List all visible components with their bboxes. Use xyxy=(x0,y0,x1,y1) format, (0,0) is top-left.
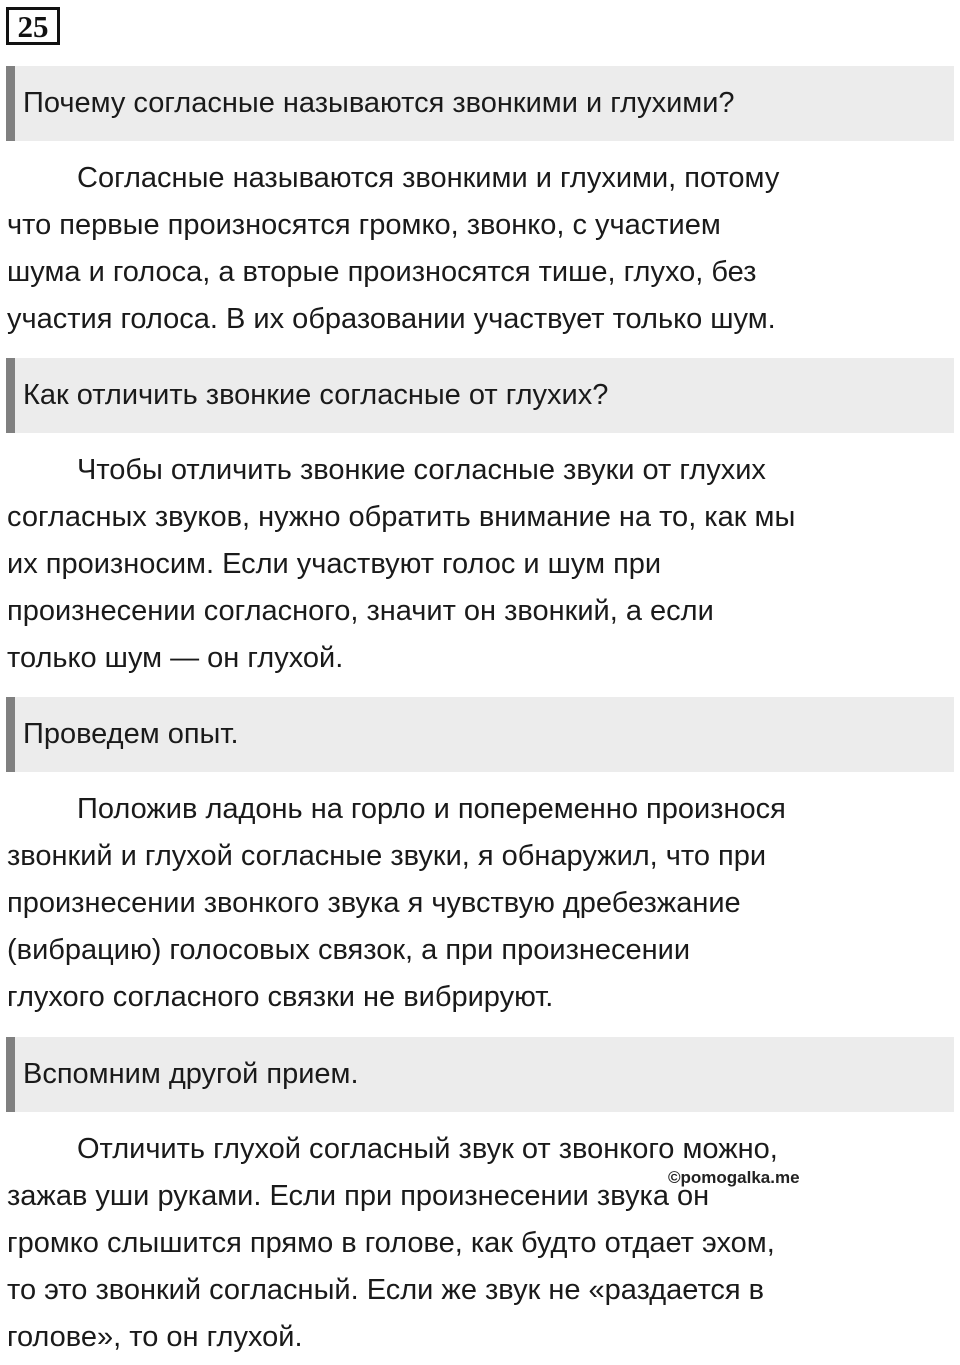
question-heading-2: Как отличить звонкие согласные от глухих? xyxy=(6,358,954,433)
answer-line: то это звонкий согласный. Если же звук не «раздается в xyxy=(7,1274,765,1306)
question-heading-4: Вспомним другой прием. xyxy=(6,1037,954,1112)
answer-paragraph-3 xyxy=(7,786,927,1021)
answer-line: участия голоса. В их образовании участвует только шум. xyxy=(7,303,776,335)
answer-line: голове», то он глухой. xyxy=(7,1321,303,1353)
answer-line: громко слышится прямо в голове, как будто отдает эхом, xyxy=(7,1227,775,1259)
answer-line: Отличить глухой согласный звук от звонкого можно, xyxy=(77,1133,778,1165)
answer-paragraph-4 xyxy=(7,1126,927,1361)
answer-line: согласных звуков, нужно обратить внимание на то, как мы xyxy=(7,501,796,533)
answer-line: Положив ладонь на горло и попеременно произнося xyxy=(77,793,786,825)
answer-paragraph-2 xyxy=(7,447,927,682)
page-number: 25 xyxy=(6,7,60,45)
answer-line: произнесении согласного, значит он звонкий, а если xyxy=(7,595,714,627)
answer-line: зажав уши руками. Если при произнесении звука он xyxy=(7,1180,710,1212)
watermark: ©pomogalka.me xyxy=(668,1168,800,1187)
answer-line: что первые произносятся громко, звонко, с участием xyxy=(7,209,721,241)
answer-line: шума и голоса, а вторые произносятся тише, глухо, без xyxy=(7,256,757,288)
answer-line: их произносим. Если участвуют голос и шум при xyxy=(7,548,662,580)
answer-line: глухого согласного связки не вибрируют. xyxy=(7,981,554,1013)
question-heading-1: Почему согласные называются звонкими и глухими? xyxy=(6,66,954,141)
answer-line: Чтобы отличить звонкие согласные звуки от глухих xyxy=(77,454,766,486)
answer-line: произнесении звонкого звука я чувствую дребезжание xyxy=(7,887,741,919)
answer-line: (вибрацию) голосовых связок, а при произнесении xyxy=(7,934,691,966)
answer-line: звонкий и глухой согласные звуки, я обнаружил, что при xyxy=(7,840,767,872)
answer-line: Согласные называются звонкими и глухими, потому xyxy=(77,162,780,194)
answer-paragraph-1 xyxy=(7,155,927,343)
question-heading-3: Проведем опыт. xyxy=(6,697,954,772)
answer-line: только шум — он глухой. xyxy=(7,642,344,674)
